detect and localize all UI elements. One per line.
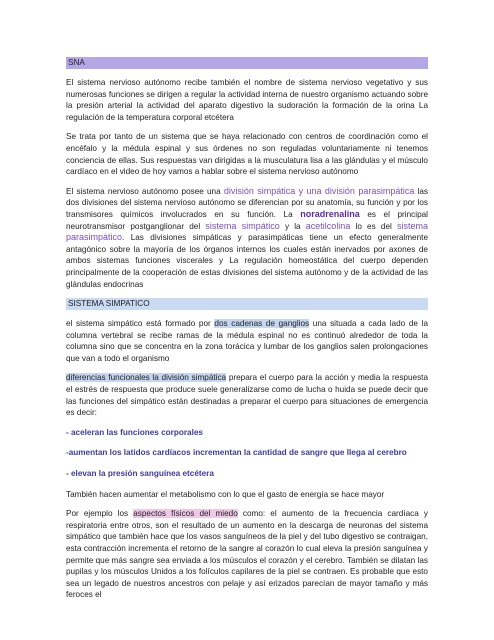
section-header-simpatico: SISTEMA SIMPATICO xyxy=(66,298,428,310)
paragraph-simpatico-structure xyxy=(66,318,428,364)
list-item: - elevan la presión sanguínea etcétera xyxy=(66,469,214,479)
paragraph-fear-example xyxy=(66,508,428,601)
list-item: - aceleran las funciones corporales xyxy=(66,427,203,437)
paragraph-sna-coordination: Se trata por tanto de un sistema que se haya relacionado con centros de coordinación como el encéfalo y la médula espinal y sus órdenes no son reguladas voluntariamente ni tenemos conciencia de ellas. Sus respuestas van dirigidas a la musculatura lisa a las glándulas y el músculo cardíaco en el video de hoy vamos a hablar sobre el sistema nervioso autónomo xyxy=(66,132,428,177)
highlight-sistema-parasimpatico: sistema parasimpático xyxy=(66,220,429,243)
highlight-acetilcolina: acetilcolina xyxy=(305,220,351,231)
highlight-aspectos-miedo: aspectos físicos del miedo xyxy=(133,509,238,519)
paragraph-metabolism: También hacen aumentar el metabolismo con lo que el gasto de energía se hace mayor xyxy=(66,489,385,499)
text-run: Por ejemplo los xyxy=(66,509,134,519)
text-run: una situada a cada lado de la columna vertebral se recibe ramas de la médula espinal no es continuó alrededor de toda la columna sino que se concentra en la zona torácica y lumbar de los ganglios salen prolongaciones que van a todo el organismo xyxy=(66,319,428,363)
text-run: lo es del xyxy=(350,221,397,231)
paragraph-simpatico-functions xyxy=(66,372,428,418)
text-run: . Las divisiones simpáticas y parasimpáticas tiene un efecto generalmente antagónico sobre la mayoría de los órganos internos los cuales están inervados por axones de ambos sistemas funciones viscerales y La regulación homeostática del cuerpo dependen principalmente de la cooperación de estas divisiones del sistema autónomo y de la actividad de las glándulas endocrinas xyxy=(66,233,428,289)
paragraph-sna-intro: El sistema nervioso autónomo recibe también el nombre de sistema nervioso vegetativo y sus numerosas funciones se dirigen a regular la actividad interna de nuestro organismo actuando sobre la presión arterial la actividad del aparato digestivo la sudoración la formación de la orina La regulación de la temperatura corporal etcétera xyxy=(66,78,428,122)
paragraph-sna-divisions xyxy=(66,186,428,290)
highlight-cadenas-ganglios: dos cadenas de ganglios xyxy=(214,319,310,329)
highlight-diferencias-funcionales: diferencias funcionales la división simpática xyxy=(66,373,227,383)
text-run: El sistema nervioso autónomo posee una xyxy=(66,186,224,196)
text-run: prepara el cuerpo para la acción y media la respuesta el estrés de respuesta que produce suele generalizarse como de lucha o huida se puede decir que las funciones del simpático están destinadas a preparar el cuerpo para situaciones de emergencia es decir: xyxy=(66,373,429,418)
section-header-sna: SNA xyxy=(66,57,428,69)
text-run: el sistema simpático está formado por xyxy=(66,319,215,329)
text-run: como: el aumento de la frecuencia cardíaca y respiratoria entre otros, son el resultado de un aumento en la descarga de neuronas del sistema simpático que también hace que los vasos sanguíneos de la piel y del tubo digestivo se contraigan, esta contracción incrementa el retorno de la sangre al corazón lo cual eleva la presión sanguínea y permite que más sangre sea enviada a los músculos el corazón y el cerebro. También se dilatan las pupilas y los músculos Unidos a los folículos capilares de la piel se contraen. Es probable que esto sea un legado de nuestros ancestros con pelaje y así erizados parecían de mayor tamaño y más feroces el xyxy=(66,509,428,600)
highlight-sistema-simpatico: sistema simpático xyxy=(205,220,280,231)
list-item: -aumentan los latidos cardíacos incrementan la cantidad de sangre que llega al cerebro xyxy=(66,448,407,458)
text-run: y la xyxy=(279,221,306,231)
text-run: las dos divisiones del sistema nervioso autónomo se diferencian por su anatomía, su función y por los transmisores químicos involucrados en su función. La xyxy=(66,186,428,219)
text-run: es el principal neurotransmisor postganglionar del xyxy=(66,209,428,231)
highlight-noradrenalina: noradrenalina xyxy=(300,208,360,219)
highlight-divisions: división simpática y una división parasimpática xyxy=(223,185,415,196)
